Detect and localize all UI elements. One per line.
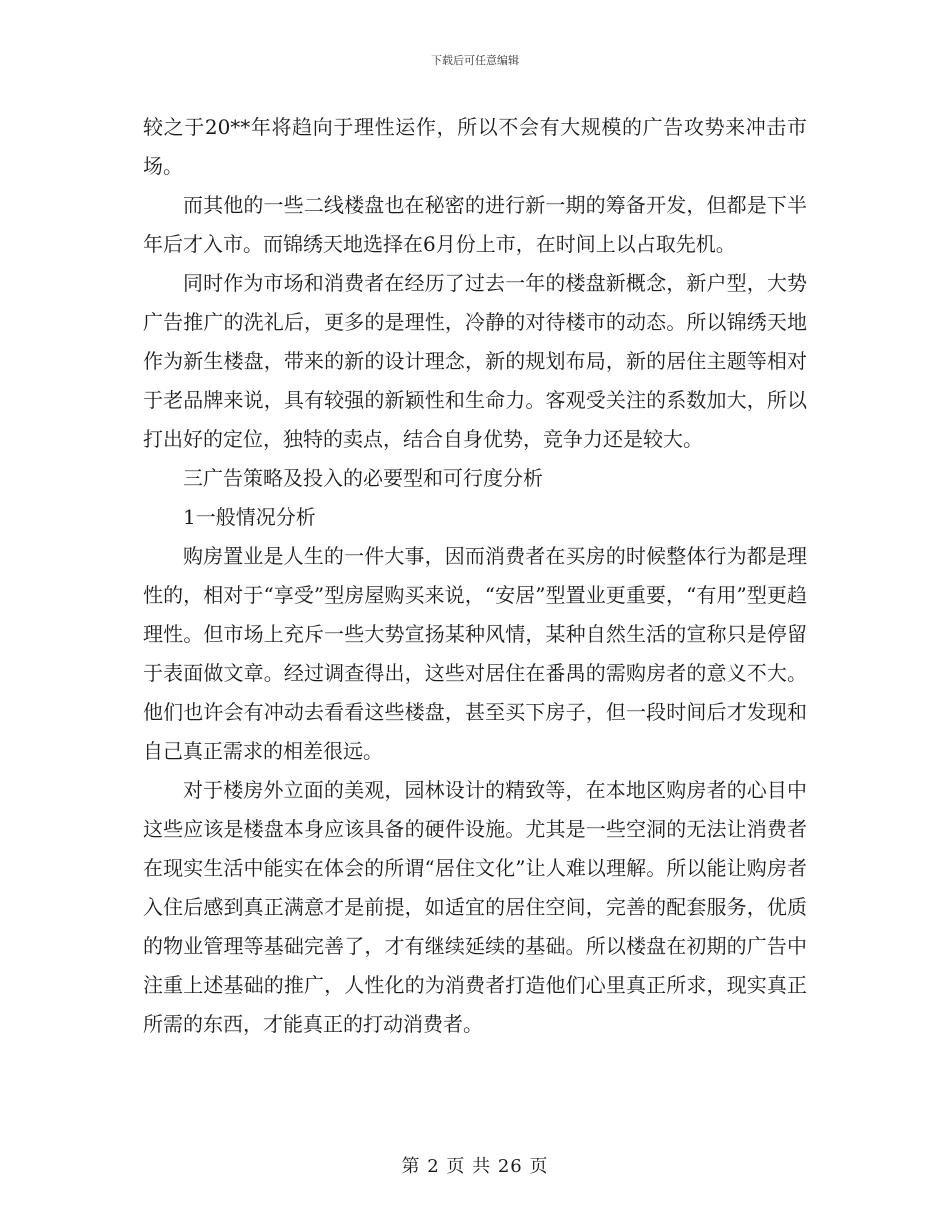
paragraph-2: 而其他的一些二线楼盘也在秘密的进行新一期的筹备开发，但都是下半年后才入市。而锦绣天地选择在6月份上市，在时间上以占取先机。 (143, 193, 807, 256)
section-heading: 三广告策略及投入的必要型和可行度分析 (183, 466, 543, 490)
document-body (143, 108, 807, 1044)
page-header: 下载后可任意编辑 (431, 54, 519, 67)
page-number-footer: 第 2 页 共 26 页 (401, 1156, 549, 1177)
paragraph-1: 较之于20**年将趋向于理性运作，所以不会有大规模的广告攻势来冲击市场。 (143, 115, 807, 178)
paragraph-4: 购房置业是人生的一件大事，因而消费者在买房的时候整体行为都是理性的，相对于“享受”型房屋购买来说，“安居”型置业更重要，“有用”型更趋理性。但市场上充斥一些大势宣扬某种风情，某种自然生活的宣称只是停留于表面做文章。经过调查得出，这些对居住在番禺的需购房者的意义不大。他们也许会有冲动去看看这些楼盘，甚至买下房子，但一段时间后才发现和自己真正需求的相差很远。 (143, 544, 807, 763)
paragraph-5: 对于楼房外立面的美观，园林设计的精致等，在本地区购房者的心目中这些应该是楼盘本身应该具备的硬件设施。尤其是一些空洞的无法让消费者在现实生活中能实在体会的所谓“居住文化”让人难以理解。所以能让购房者入住后感到真正满意才是前提，如适宜的居住空间，完善的配套服务，优质的物业管理等基础完善了，才有继续延续的基础。所以楼盘在初期的广告中注重上述基础的推广，人性化的为消费者打造他们心里真正所求，现实真正所需的东西，才能真正的打动消费者。 (143, 778, 807, 1036)
paragraph-3: 同时作为市场和消费者在经历了过去一年的楼盘新概念，新户型，大势广告推广的洗礼后，更多的是理性，冷静的对待楼市的动态。所以锦绣天地作为新生楼盘，带来的新的设计理念，新的规划布局，新的居住主题等相对于老品牌来说，具有较强的新颖性和生命力。客观受关注的系数加大，所以打出好的定位，独特的卖点，结合自身优势，竞争力还是较大。 (143, 271, 807, 451)
subsection-heading: 1一般情况分析 (183, 505, 316, 529)
